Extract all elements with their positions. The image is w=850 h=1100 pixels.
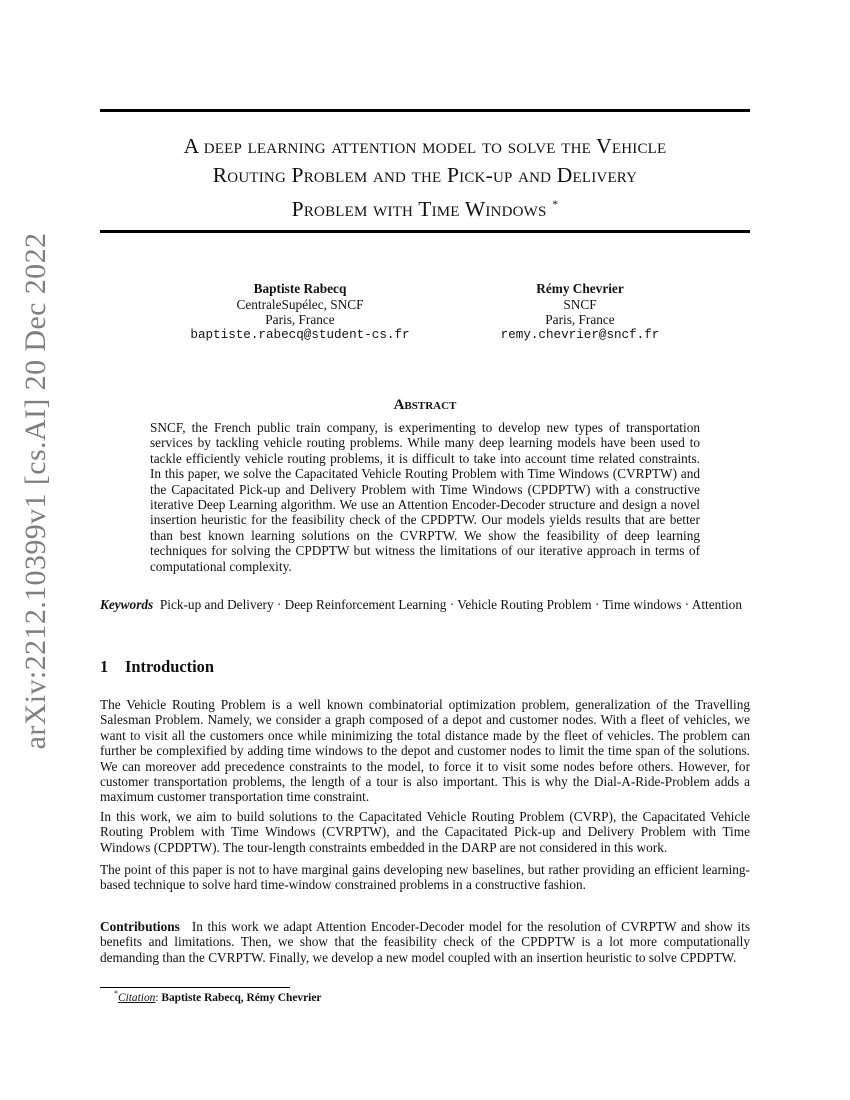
section-number: 1: [100, 657, 109, 676]
author-affiliation: SNCF: [563, 296, 597, 312]
paragraph-3: The point of this paper is not to have marginal gains developing new baselines, but rather providing an efficient learning-based technique to solve hard time-window constrained problems in a constructive fashion.: [100, 862, 750, 893]
author-email[interactable]: baptiste.rabecq@student-cs.fr: [190, 327, 410, 342]
title-rule-bottom: [100, 230, 750, 233]
section-title: Introduction: [125, 657, 214, 676]
footnote-text: Baptiste Rabecq, Rémy Chevrier: [161, 991, 322, 1004]
footnote: *Citation: Baptiste Rabecq, Rémy Chevrier: [114, 989, 322, 1004]
abstract-text: SNCF, the French public train company, is experimenting to develop new types of transportation services by tackling vehicle routing problems. While many deep learning models have been used to tackle efficiently vehicle routing problems, it is difficult to take into account time related constraints. In this paper, we solve the Capacitated Vehicle Routing Problem with Time Windows (CVRPTW) and the Capacitated Pick-up and Delivery Problem with Time Windows (CPDPTW) with a constructive iterative Deep Learning algorithm. We use an Attention Encoder-Decoder structure and design a novel insertion heuristic for the feasibility check of the CPDPTW. Our models yields results that are better than best known learning solutions on the CVRPTW. We show the feasibility of deep learning techniques for solving the CPDPTW but witness the limitations of our iterative approach in terms of computational complexity.: [150, 420, 700, 574]
author-email[interactable]: remy.chevrier@sncf.fr: [500, 327, 660, 342]
paragraph-contributions: [100, 919, 750, 965]
footnote-mark: *: [114, 989, 118, 998]
arxiv-id: arXiv:2212.10399v1 [cs.AI] 20 Dec 2022: [19, 232, 52, 750]
title-line-1: A deep learning attention model to solve the Vehicle: [183, 134, 667, 158]
author-affiliation: CentraleSupélec, SNCF: [236, 296, 364, 312]
title-rule-top: [100, 109, 750, 112]
keywords-text: Pick-up and Delivery · Deep Reinforcement Learning · Vehicle Routing Problem · Time windows · Attention: [159, 597, 742, 612]
author-block-2: [430, 281, 730, 343]
author-location: Paris, France: [545, 312, 615, 327]
keywords-label: Keywords: [100, 597, 154, 612]
paper-title: [100, 132, 750, 224]
footnote-rule: [100, 987, 290, 988]
arxiv-stamp: [0, 0, 60, 1100]
author-name: Baptiste Rabecq: [253, 281, 347, 296]
title-line-3: Problem with Time Windows *: [291, 197, 559, 222]
author-name: Rémy Chevrier: [536, 281, 624, 296]
section-heading: [100, 657, 214, 677]
author-block-1: [150, 281, 450, 343]
author-location: Paris, France: [265, 312, 335, 327]
title-footnote-mark: *: [552, 197, 559, 211]
paragraph-2: In this work, we aim to build solutions to the Capacitated Vehicle Routing Problem (CVRP), the Capacitated Vehicle Routing Problem with Time Windows (CVRPTW), and the Capacitated Pick-up and Delivery Problem with Time Windows (CPDPTW). The tour-length constraints embedded in the DARP are not considered in this work.: [100, 809, 750, 855]
keywords: [100, 597, 750, 612]
abstract-heading: Abstract: [393, 397, 457, 413]
contributions-heading: Contributions: [100, 919, 180, 934]
contributions-text: In this work we adapt Attention Encoder-Decoder model for the resolution of CVRPTW and show its benefits and limitations. Then, we show that the feasibility check of the CPDPTW is a lot more computationally demanding than the CVRPTW. Finally, we develop a new model coupled with an insertion heuristic to solve CPDPTW.: [100, 919, 750, 965]
paragraph-1: The Vehicle Routing Problem is a well known combinatorial optimization problem, generalization of the Travelling Salesman Problem. Namely, we consider a graph composed of a depot and customer nodes. With a fleet of vehicles, we want to visit all the customers once while minimizing the total distance made by the fleet of vehicles. The problem can further be complexified by adding time windows to the depot and customer nodes to limit the time span of the solutions. We can moreover add precedence constraints to the model, to force it to visit some nodes before others. However, for customer transportation problems, the length of a tour is also important. This is why the Dial-A-Ride-Problem adds a maximum customer transportation time constraint.: [100, 697, 750, 805]
footnote-label[interactable]: Citation: [118, 991, 156, 1004]
title-line-2: Routing Problem and the Pick-up and Delivery: [212, 163, 638, 187]
